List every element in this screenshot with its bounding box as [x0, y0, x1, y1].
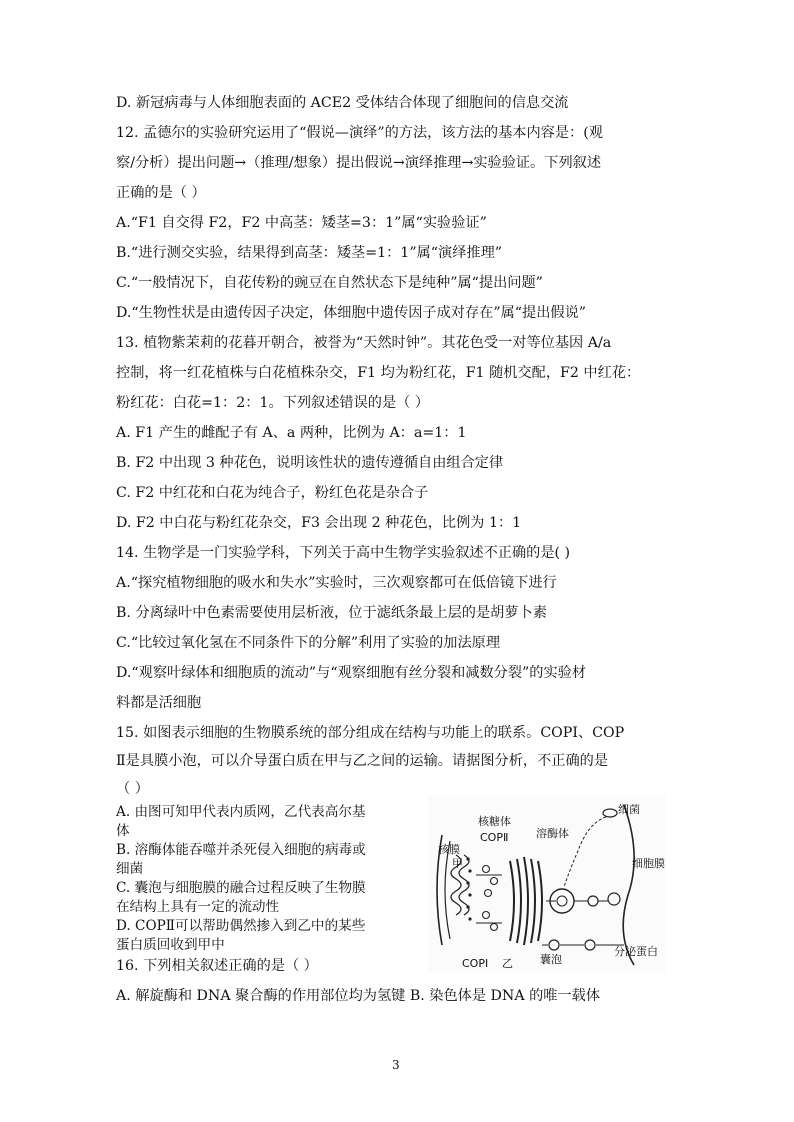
option-12-b: B.“进行测交实验，结果得到高茎：矮茎=1：1”属“演绎推理”	[116, 245, 503, 261]
question-14-stem: 14. 生物学是一门实验学科，下列关于高中生物学实验叙述不正确的是( )	[116, 545, 571, 561]
option-15-d: D. COPⅡ可以帮助偶然掺入到乙中的某些	[116, 918, 366, 934]
option-15-b-cont: 细菌	[116, 861, 144, 877]
option-12-c: C.“一般情况下，自花传粉的豌豆在自然状态下是纯种”属“提出问题”	[116, 275, 543, 291]
option-14-a: A.“探究植物细胞的吸水和失水”实验时，三次观察都可在低倍镜下进行	[116, 575, 557, 591]
option-11-d: D. 新冠病毒与人体细胞表面的 ACE2 受体结合体现了细胞间的信息交流	[116, 95, 569, 111]
option-13-d: D. F2 中白花与粉红花杂交，F3 会出现 2 种花色，比例为 1：1	[116, 515, 522, 531]
option-13-c: C. F2 中红花和白花为纯合子，粉红色花是杂合子	[116, 485, 429, 501]
page-number: 3	[392, 1058, 400, 1072]
option-15-c-cont: 在结构上具有一定的流动性	[116, 899, 280, 915]
option-15-b: B. 溶酶体能吞噬并杀死侵入细胞的病毒或	[116, 842, 366, 858]
question-15-stem-end: （ ）	[116, 781, 149, 797]
label-yi: 乙	[502, 957, 513, 970]
option-13-b: B. F2 中出现 3 种花色，说明该性状的遗传遵循自由组合定律	[116, 455, 504, 471]
option-14-b: B. 分离绿叶中色素需要使用层析液，位于滤纸条最上层的是胡萝卜素	[116, 605, 547, 621]
label-ribosome: 核糖体	[478, 815, 511, 828]
membrane-system-diagram	[428, 795, 666, 973]
question-13-stem: 13. 植物紫茉莉的花暮开朝合，被誉为“天然时钟”。其花色受一对等位基因 A/a	[116, 335, 612, 351]
option-12-a: A.“F1 自交得 F2，F2 中高茎：矮茎=3：1”属“实验验证”	[116, 215, 487, 231]
label-lysosome: 溶酶体	[536, 827, 569, 840]
label-nuclear-membrane: 核膜	[438, 843, 460, 856]
question-15-stem: 15. 如图表示细胞的生物膜系统的部分组成在结构与功能上的联系。COPⅠ、COP	[116, 725, 625, 741]
label-cell-membrane: 细胞膜	[632, 857, 665, 870]
question-12-stem-end: 正确的是（ ）	[116, 185, 206, 201]
label-secreted-protein: 分泌蛋白	[614, 945, 658, 958]
option-15-a: A. 由图可知甲代表内质网，乙代表高尔基	[116, 804, 366, 820]
option-16-ab: A. 解旋酶和 DNA 聚合酶的作用部位均为氢键 B. 染色体是 DNA 的唯一载体	[116, 988, 601, 1004]
question-13-stem-end: 粉红花：白花=1：2：1。下列叙述错误的是（ ）	[116, 395, 430, 411]
option-15-d-cont: 蛋白质回收到甲中	[116, 937, 225, 953]
option-14-c: C.“比较过氧化氢在不同条件下的分解”利用了实验的加法原理	[116, 635, 501, 651]
option-14-d: D.“观察叶绿体和细胞质的流动”与“观察细胞有丝分裂和减数分裂”的实验材	[116, 665, 587, 681]
label-jia: 甲	[452, 857, 463, 870]
option-14-d-cont: 料都是活细胞	[116, 695, 202, 711]
question-13-stem-cont: 控制，将一红花植株与白花植株杂交，F1 均为粉红花，F1 随机交配，F2 中红花：	[116, 365, 641, 381]
label-vesicle: 囊泡	[540, 953, 562, 966]
question-12-stem-cont: 察/分析）提出问题→（推理/想象）提出假说→演绎推理→实验验证。下列叙述	[116, 155, 602, 171]
label-cop2: COPⅡ	[480, 831, 509, 844]
option-15-c: C. 囊泡与细胞膜的融合过程反映了生物膜	[116, 880, 366, 896]
option-12-d: D.“生物性状是由遗传因子决定，体细胞中遗传因子成对存在”属“提出假说”	[116, 305, 587, 321]
option-13-a: A. F1 产生的雌配子有 A、a 两种，比例为 A：a=1：1	[116, 425, 467, 441]
label-cop1: COPⅠ	[462, 957, 489, 970]
question-12-stem: 12. 孟德尔的实验研究运用了“假说—演绎”的方法，该方法的基本内容是：(观	[116, 125, 603, 141]
question-16-stem: 16. 下列相关叙述正确的是（ ）	[116, 958, 318, 974]
question-15-stem-cont: Ⅱ是具膜小泡，可以介导蛋白质在甲与乙之间的运输。请据图分析，不正确的是	[116, 753, 609, 769]
label-bacteria: 细菌	[618, 803, 640, 816]
membrane-system-svg	[428, 795, 666, 973]
option-15-a-cont: 体	[116, 823, 130, 839]
